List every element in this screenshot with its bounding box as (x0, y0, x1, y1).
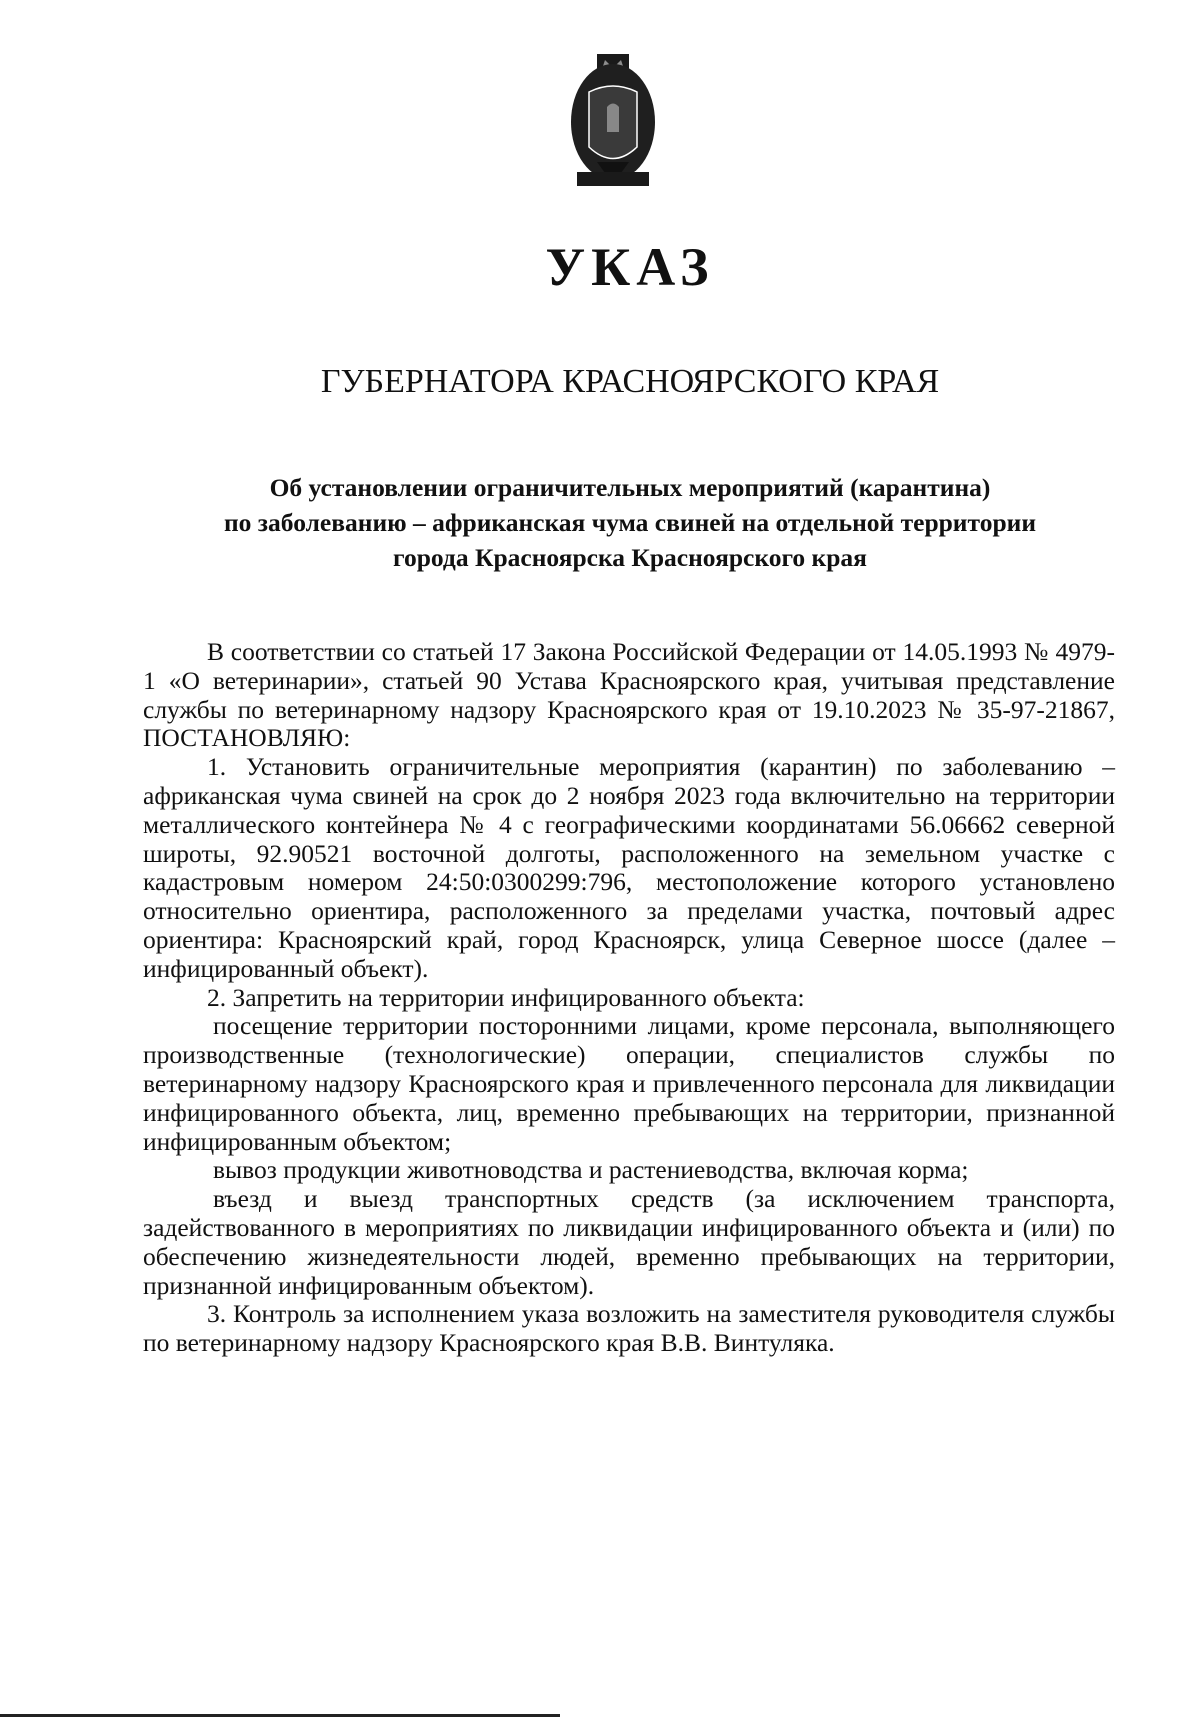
document-type: УКАЗ (545, 237, 715, 297)
coat-of-arms-icon (567, 52, 659, 197)
preamble-paragraph: В соответствии со статьей 17 Закона Российской Федерации от 14.05.1993 № 4979-1 «О ветеринарии», статьей 90 Устава Красноярского края, учитывая представление службы по ветеринарному надзору Красноярского края от 19.10.2023 № 35-97-21867, ПОСТАНОВЛЯЮ: (143, 637, 1115, 753)
issuer-heading: ГУБЕРНАТОРА КРАСНОЯРСКОГО КРАЯ (320, 363, 940, 400)
title-line: Об установлении ограничительных мероприятий (карантина) (269, 473, 991, 502)
item-2-sub-3-paragraph: въезд и выезд транспортных средств (за исключением транспорта, задействованного в мероприятиях по ликвидации инфицированного объекта и (или) по обеспечению жизнедеятельности людей, временно пребывающих на территории, признанной инфицированным объектом). (143, 1184, 1115, 1300)
item-3-paragraph: 3. Контроль за исполнением указа возложить на заместителя руководителя службы по ветеринарному надзору Красноярского края В.В. Винтуляка. (143, 1299, 1115, 1358)
item-1-paragraph: 1. Установить ограничительные мероприятия (карантин) по заболеванию – африканская чума свиней на срок до 2 ноября 2023 года включительно на территории металлического контейнера № 4 с географическими координатами 56.06662 северной широты, 92.90521 восточной долготы, расположенного на земельном участке с кадастровым номером 24:50:0300299:796, местоположение которого установлено относительно ориентира, расположенного за пределами участка, почтовый адрес ориентира: Красноярский край, город Красноярск, улица Северное шоссе (далее – инфицированный объект). (143, 752, 1115, 983)
title-line: города Красноярска Красноярского края (393, 543, 867, 572)
document-body (143, 638, 1115, 1358)
document-title (150, 470, 1110, 575)
item-2-sub-2-paragraph: вывоз продукции животноводства и растениеводства, включая корма; (213, 1155, 969, 1185)
item-2-sub-1-paragraph: посещение территории посторонними лицами, кроме персонала, выполняющего производственные (технологические) операции, специалистов службы по ветеринарному надзору Красноярского края и привлеченного персонала для ликвидации инфицированного объекта, лиц, временно пребывающих на территории, признанной инфицированным объектом; (143, 1011, 1115, 1156)
item-2-paragraph: 2. Запретить на территории инфицированного объекта: (207, 982, 805, 1012)
title-line: по заболеванию – африканская чума свиней на отдельной территории (223, 508, 1037, 537)
page-edge-line (0, 1714, 560, 1717)
